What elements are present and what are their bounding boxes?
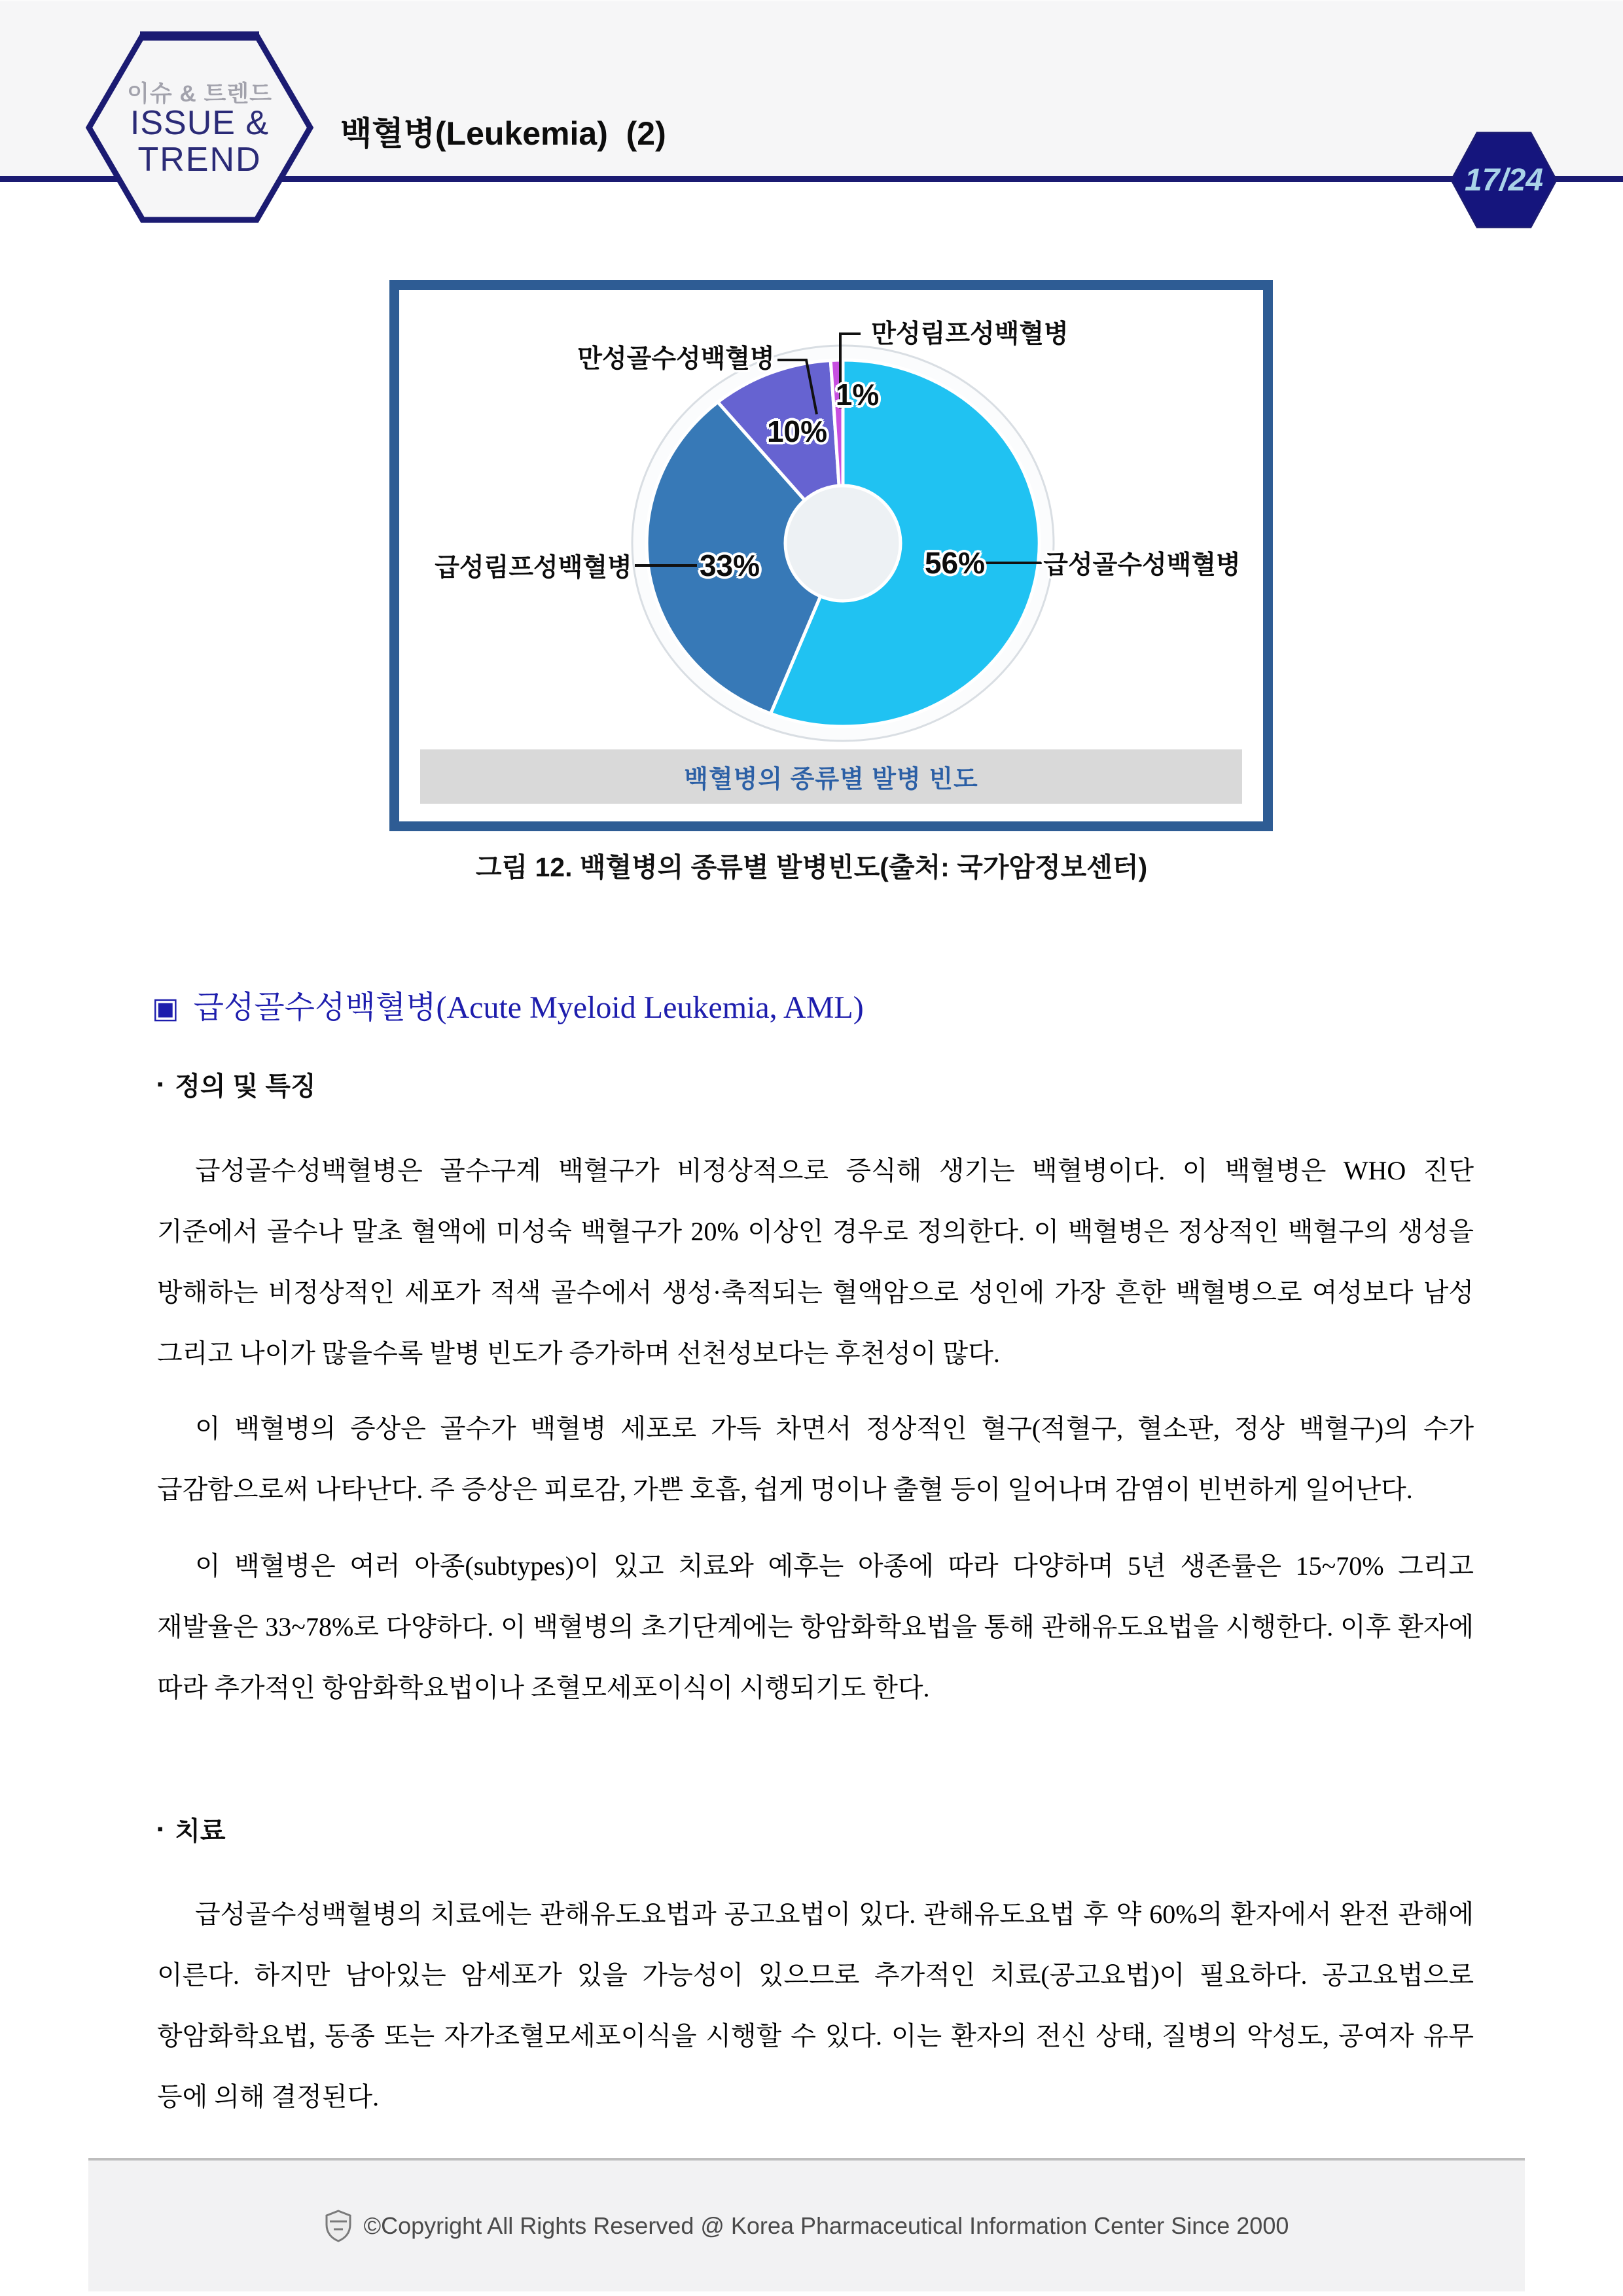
subhead-treatment-label: 치료: [175, 1817, 226, 1846]
figure-box: [389, 280, 1273, 831]
pct-chronic-myeloid: 10%: [766, 414, 828, 448]
pct-acute-lymphoid: 33%: [699, 548, 760, 583]
figure-inner: [399, 290, 1263, 821]
section-title: 급성골수성백혈병(Acute Myeloid Leukemia, AML): [193, 990, 864, 1025]
page-title: 백혈병(Leukemia) (2): [340, 115, 666, 152]
figure-caption: 그림 12. 백혈병의 종류별 발병빈도(출처: 국가암정보센터): [475, 852, 1148, 882]
section-marker-icon: ▣: [152, 992, 179, 1024]
label-acute-lymphoid: 급성림프성백혈병: [435, 554, 632, 582]
pct-acute-myeloid: 56%: [924, 546, 986, 580]
page-number: 17/24: [1464, 162, 1544, 198]
subhead-definition-label: 정의 및 특징: [175, 1072, 316, 1101]
logo-english-line1: ISSUE &: [130, 104, 270, 142]
pct-chronic-lymphoid: 1%: [835, 378, 880, 412]
copyright-text: ©Copyright All Rights Reserved @ Korea Pharmaceutical Information Center Since 2000: [363, 2212, 1289, 2239]
kpic-shield-icon: [325, 2210, 352, 2242]
square-bullet-icon: ▪: [157, 1074, 164, 1094]
paragraph-treatment: 급성골수성백혈병의 치료에는 관해유도요법과 공고요법이 있다. 관해유도요법 후 약 60%의 환자에서 완전 관해에 이른다. 하지만 남아있는 암세포가 있을 가능성이 있으므로 추가적인 치료(공고요법)이 필요하다. 공고요법으로 항암화학요법, 동종 또는 자가조혈모세포이식을 시행할 수 있다. 이는 환자의 전신 상태, 질병의 악성도, 공여자 유무 등에 의해 결정된다.: [157, 1899, 1474, 2111]
footer-band: [88, 2158, 1525, 2291]
subhead-definition: [157, 1066, 316, 1103]
logo-korean-label: 이슈 & 트렌드: [127, 81, 272, 107]
logo-text-block: [85, 30, 314, 225]
paragraph-symptoms: 이 백혈병의 증상은 골수가 백혈병 세포로 가득 차면서 정상적인 혈구(적혈구, 혈소판, 정상 백혈구)의 수가 급감함으로써 나타난다. 주 증상은 피로감, 가쁜 호흡, 쉽게 멍이나 출혈 등이 일어나며 감염이 빈번하게 일어난다.: [157, 1414, 1474, 1504]
subhead-treatment: [157, 1810, 226, 1848]
pie-center-hole: [785, 486, 901, 601]
logo-english-line2: TREND: [137, 141, 262, 179]
chart-title: 백혈병의 종류별 발병 빈도: [684, 766, 978, 793]
paragraph-definition-1: 급성골수성백혈병은 골수구계 백혈구가 비정상적으로 증식해 생기는 백혈병이다. 이 백혈병은 WHO 진단 기준에서 골수나 말초 혈액에 미성숙 백혈구가 20% 이상인 경우로 정의한다. 이 백혈병은 정상적인 백혈구의 생성을 방해하는 비정상적인 세포가 적색 골수에서 생성·축적되는 혈액암으로 성인에 가장 흔한 백혈병으로 여성보다 남성 그리고 나이가 많을수록 발병 빈도가 증가하며 선천성보다는 후천성이 많다.: [157, 1156, 1474, 1368]
label-chronic-lymphoid: 만성림프성백혈병: [871, 320, 1069, 348]
square-bullet-icon: ▪: [157, 1819, 164, 1839]
paragraph-subtypes: 이 백혈병은 여러 아종(subtypes)이 있고 치료와 예후는 아종에 따라 다양하며 5년 생존률은 15~70% 그리고 재발율은 33~78%로 다양하다. 이 백혈병의 초기단계에는 항암화학요법을 통해 관해유도요법을 시행한다. 이후 환자에 따라 추가적인 항암화학요법이나 조혈모세포이식이 시행되기도 한다.: [157, 1551, 1474, 1702]
chart-title-band: [420, 749, 1242, 804]
label-chronic-myeloid: 만성골수성백혈병: [577, 345, 775, 373]
section-heading: [152, 982, 864, 1027]
label-acute-myeloid: 급성골수성백혈병: [1043, 551, 1241, 579]
